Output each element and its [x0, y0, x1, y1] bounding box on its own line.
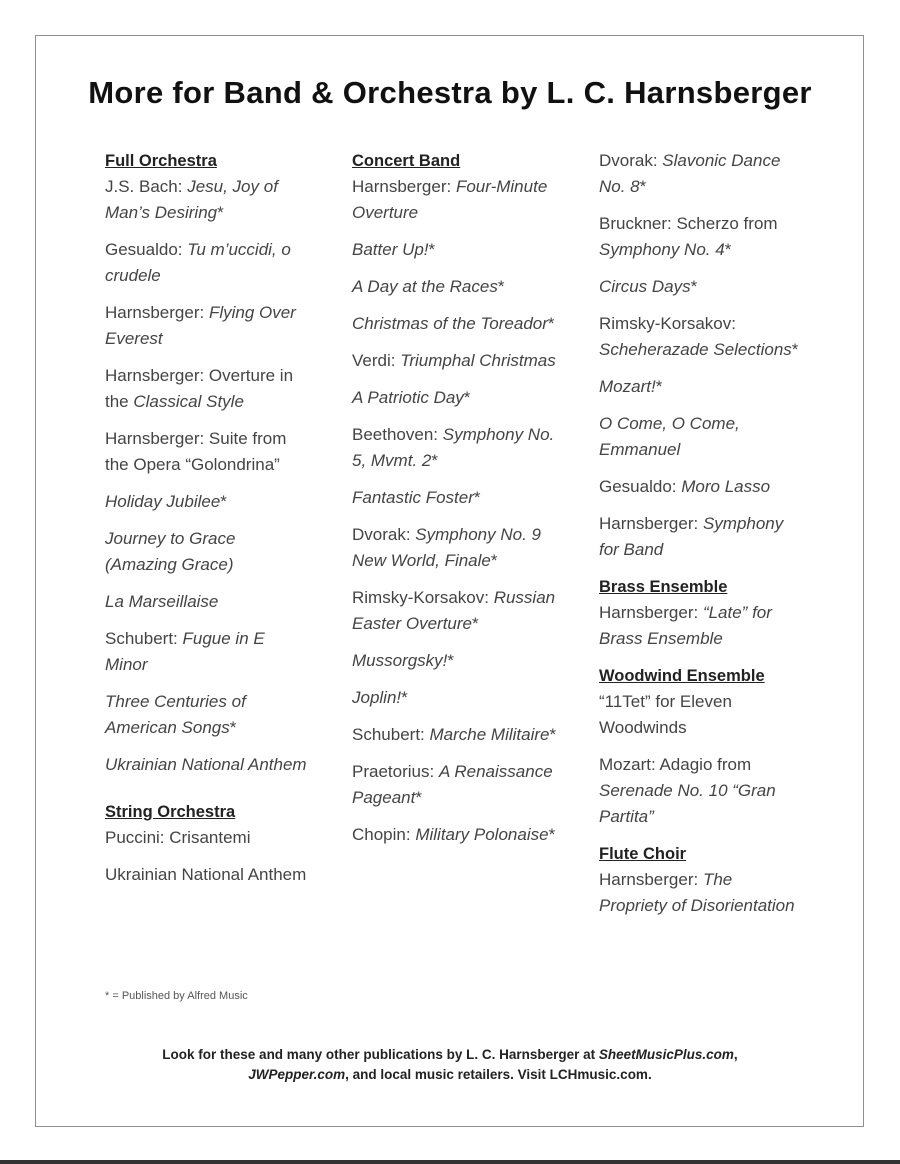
work-title: Batter Up! — [352, 240, 429, 259]
work-title: Symphony No. 9 New World, Finale — [352, 525, 541, 570]
work-title: Joplin! — [352, 688, 402, 707]
work-title: Circus Days — [599, 277, 691, 296]
composer-text: Dvorak: — [352, 525, 416, 544]
work-title: Russian Easter Overture — [352, 588, 556, 633]
link-sheetmusicplus[interactable]: SheetMusicPlus.com — [598, 1047, 734, 1062]
work-title: A Renaissance Pageant — [352, 762, 553, 807]
section-heading-string-orchestra: String Orchestra — [105, 803, 236, 821]
list-item — [599, 867, 804, 919]
work-title: Four-Minute Overture — [352, 177, 548, 222]
list-item — [105, 174, 310, 226]
list-item — [352, 648, 557, 674]
page-title: More for Band & Orchestra by L. C. Harnsberger — [88, 75, 812, 110]
composer-text: Gesualdo: — [599, 477, 682, 496]
alfred-mark: * — [473, 488, 481, 507]
section-heading-concert-band: Concert Band — [352, 152, 461, 170]
composer-text: “11Tet” for Eleven Woodwinds — [599, 692, 732, 737]
composer-text: Gesualdo: — [105, 240, 188, 259]
list-item — [105, 589, 310, 615]
column-2 — [352, 148, 557, 859]
alfred-mark: * — [217, 203, 224, 222]
list-item — [599, 211, 804, 263]
work-title: Flying Over Everest — [105, 303, 296, 348]
work-title: Mozart! — [599, 377, 656, 396]
section-heading-full-orchestra: Full Orchestra — [105, 152, 217, 170]
work-title: Christmas of the Toreador — [352, 314, 548, 333]
work-title: A Patriotic Day — [352, 388, 464, 407]
section-heading-woodwind-ensemble: Woodwind Ensemble — [599, 667, 765, 685]
link-jwpepper[interactable]: JWPepper.com — [248, 1067, 346, 1082]
list-item — [105, 526, 310, 578]
composer-text: Praetorius: — [352, 762, 439, 781]
list-item — [105, 752, 310, 778]
composer-text: J.S. Bach: — [105, 177, 188, 196]
section-heading-flute-choir: Flute Choir — [599, 845, 687, 863]
composer-text: Harnsberger: — [599, 870, 703, 889]
alfred-mark: * — [472, 614, 479, 633]
work-title: O Come, O Come, Emmanuel — [599, 414, 740, 459]
list-item — [352, 722, 557, 748]
list-concert-band — [352, 174, 557, 848]
work-title: Triumphal Christmas — [400, 351, 556, 370]
list-woodwind-ensemble — [599, 689, 804, 830]
list-item — [352, 685, 557, 711]
work-title: Three Centuries of American Songs — [105, 692, 246, 737]
work-title: Scheherazade Selections — [599, 340, 792, 359]
work-title: Military Polonaise — [415, 825, 549, 844]
list-item — [105, 689, 310, 741]
list-item — [105, 862, 310, 888]
list-item — [599, 274, 804, 300]
work-title: Holiday Jubilee — [105, 492, 221, 511]
alfred-mark: * — [549, 725, 557, 744]
composer-text: Rimsky-Korsakov: — [352, 588, 494, 607]
bottom-divider — [0, 1160, 900, 1164]
column-3 — [599, 148, 804, 930]
work-title: Mussorgsky! — [352, 651, 448, 670]
work-title: Fugue in E Minor — [105, 629, 265, 674]
composer-text: Harnsberger: — [599, 514, 703, 533]
work-title: Classical Style — [133, 392, 244, 411]
alfred-mark: * — [548, 825, 556, 844]
list-item — [599, 600, 804, 652]
alfred-mark: * — [724, 240, 732, 259]
list-flute-choir — [599, 867, 804, 919]
alfred-mark: * — [229, 718, 237, 737]
work-title: Symphony No. 4 — [599, 240, 725, 259]
alfred-mark: * — [497, 277, 505, 296]
list-item — [352, 237, 557, 263]
list-brass-ensemble — [599, 600, 804, 652]
composer-text: Harnsberger: — [105, 303, 209, 322]
alfred-mark: * — [415, 788, 422, 807]
composer-text: Schubert: — [105, 629, 183, 648]
alfred-mark: * — [463, 388, 471, 407]
alfred-mark: * — [428, 240, 436, 259]
list-string-orchestra — [105, 825, 310, 888]
work-title: A Day at the Races — [352, 277, 498, 296]
work-title: Slavonic Dance No. 8 — [599, 151, 781, 196]
list-concert-band-cont — [599, 148, 804, 563]
list-item — [352, 274, 557, 300]
list-item — [599, 474, 804, 500]
composer-text: Harnsberger: — [599, 603, 703, 622]
composer-text: Mozart: Adagio from — [599, 755, 752, 774]
list-item — [105, 825, 310, 851]
work-title: La Marseillaise — [105, 592, 219, 611]
work-title: Journey to Grace (Amazing Grace) — [105, 529, 236, 574]
alfred-mark: * — [690, 277, 698, 296]
list-item — [105, 426, 310, 478]
list-item — [599, 689, 804, 741]
list-item — [352, 311, 557, 337]
work-title: Serenade No. 10 “Gran Partita” — [599, 781, 776, 826]
list-item — [599, 374, 804, 400]
work-title: “Late” for Brass Ensemble — [599, 603, 772, 648]
list-item — [599, 752, 804, 830]
list-item — [352, 585, 557, 637]
alfred-mark: * — [401, 688, 408, 707]
list-item — [105, 626, 310, 678]
list-item — [352, 485, 557, 511]
work-title: Symphony No. 5, Mvmt. 2 — [352, 425, 555, 470]
alfred-mark: * — [547, 314, 555, 333]
list-item — [599, 311, 804, 363]
work-title: The Propriety of Disorientation — [599, 870, 795, 915]
composer-text: Rimsky-Korsakov: — [599, 314, 736, 333]
alfred-mark: * — [447, 651, 455, 670]
list-item — [105, 489, 310, 515]
footer: Look for these and many other publications by L. C. Harnsberger at SheetMusicPlus.com, JWPepper.com, and local music retailers. Visit LCHmusic.com. — [162, 1047, 738, 1082]
composer-text: Beethoven: — [352, 425, 443, 444]
list-item — [599, 511, 804, 563]
footnote: * = Published by Alfred Music — [105, 990, 248, 1002]
list-item — [105, 363, 310, 415]
list-item — [352, 348, 557, 374]
list-item — [352, 422, 557, 474]
column-1 — [105, 148, 310, 899]
work-title: Fantastic Foster — [352, 488, 474, 507]
list-item — [105, 300, 310, 352]
list-item — [599, 411, 804, 463]
alfred-mark: * — [431, 451, 438, 470]
work-title: Jesu, Joy of Man’s Desiring — [105, 177, 278, 222]
composer-text: Ukrainian National Anthem — [105, 865, 307, 884]
work-title: Moro Lasso — [681, 477, 771, 496]
work-title: Marche Militaire — [429, 725, 550, 744]
composer-text: Puccini: Crisantemi — [105, 828, 251, 847]
alfred-mark: * — [655, 377, 663, 396]
composer-text: Harnsberger: Overture in the — [105, 366, 294, 411]
work-title: Tu m’uccidi, o crudele — [105, 240, 291, 285]
composer-text: Bruckner: Scherzo from — [599, 214, 778, 233]
alfred-mark: * — [220, 492, 227, 511]
composer-text: Harnsberger: — [352, 177, 456, 196]
list-item — [352, 759, 557, 811]
list-item — [352, 174, 557, 226]
work-title: Symphony for Band — [599, 514, 784, 559]
list-item — [105, 237, 310, 289]
work-title: Ukrainian National Anthem — [105, 755, 307, 774]
list-item — [599, 148, 804, 200]
footer-text-end: , and local music retailers. Visit LCHmusic.com. — [345, 1067, 652, 1082]
alfred-mark: * — [490, 551, 498, 570]
composer-text: Schubert: — [352, 725, 430, 744]
list-item — [352, 385, 557, 411]
alfred-mark: * — [639, 177, 647, 196]
composer-text: Verdi: — [352, 351, 401, 370]
alfred-mark: * — [791, 340, 799, 359]
composer-text: Dvorak: — [599, 151, 663, 170]
list-item — [352, 822, 557, 848]
footer-text: Look for these and many other publications by L. C. Harnsberger at — [162, 1047, 599, 1062]
list-item — [352, 522, 557, 574]
composer-text: Chopin: — [352, 825, 416, 844]
list-full-orchestra — [105, 174, 310, 778]
section-heading-brass-ensemble: Brass Ensemble — [599, 578, 728, 596]
composer-text: Harnsberger: Suite from the Opera “Golondrina” — [105, 429, 287, 474]
